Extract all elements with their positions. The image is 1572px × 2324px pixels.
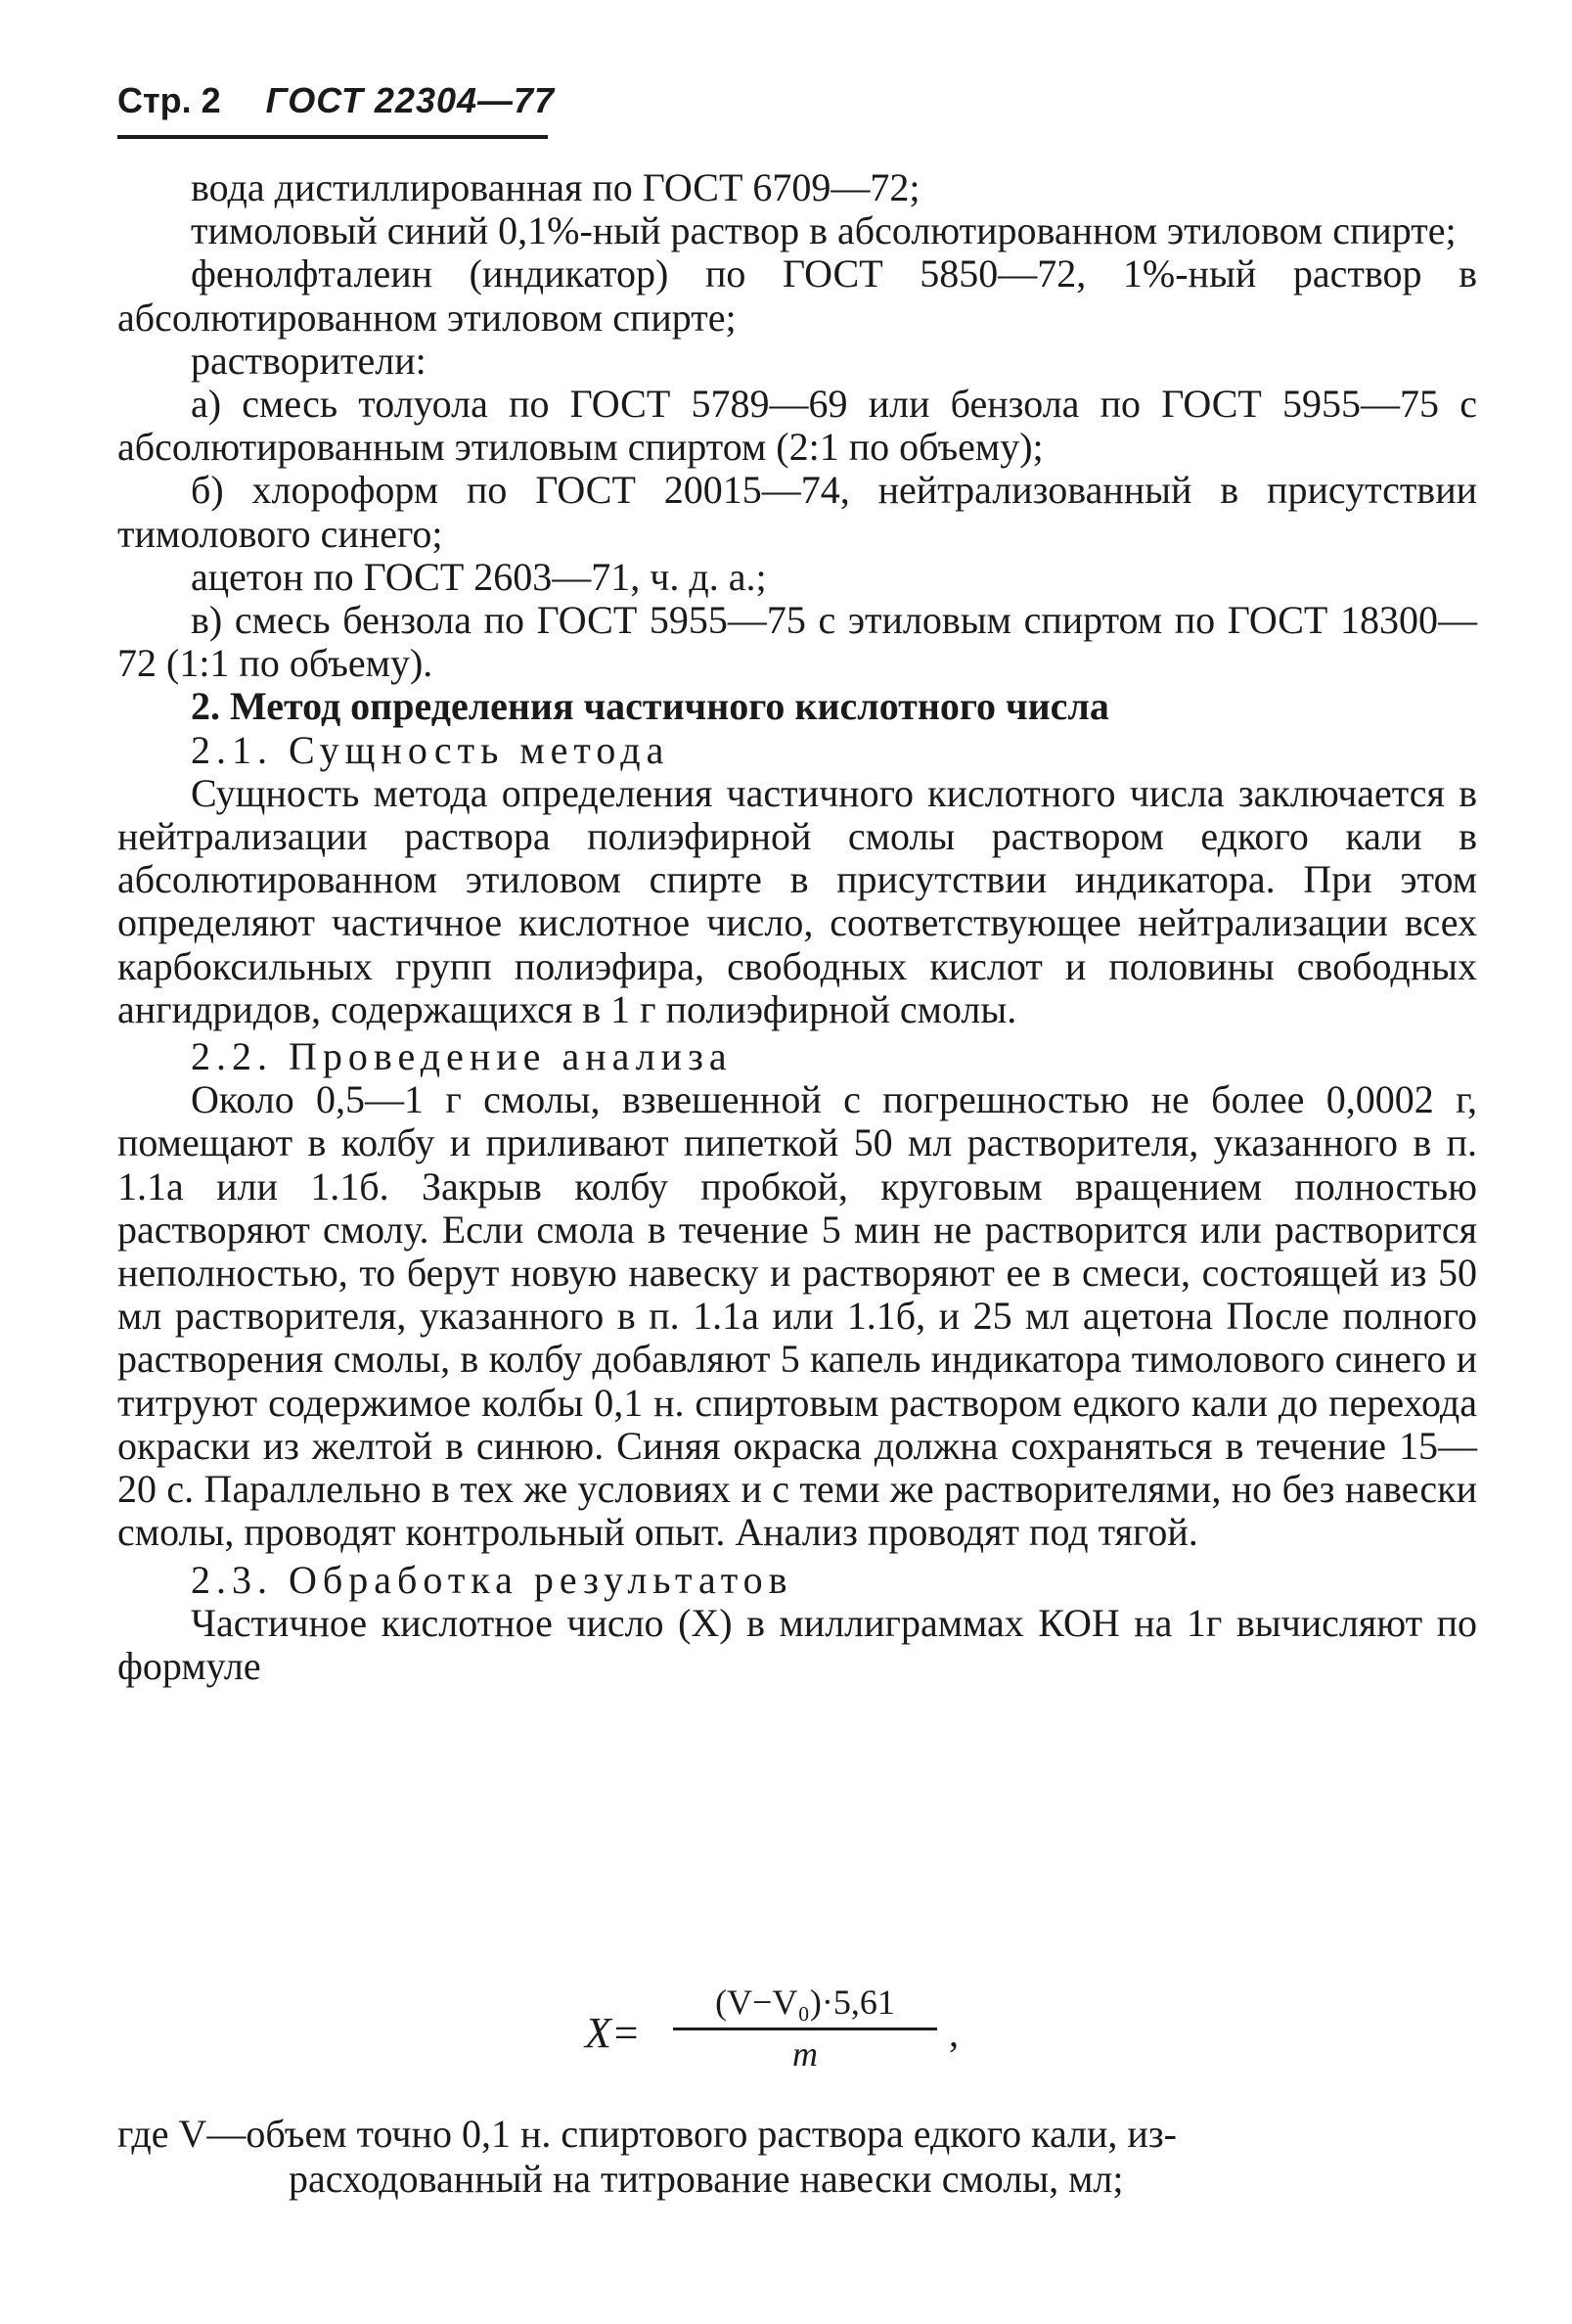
document-body [117, 166, 1477, 1688]
legend-line-2: расходованный на титрование навески смолы, мл; [289, 2157, 1124, 2201]
paragraph-solvent-v: в) смесь бензола по ГОСТ 5955—75 с этиловым спиртом по ГОСТ 18300—72 (1:1 по объему). [117, 598, 1477, 686]
section-2-2-text: Около 0,5—1 г смолы, взвешенной с погрешностью не более 0,0002 г, помещают в колбу и приливают пипеткой 50 мл растворителя, указанного в п. 1.1а или 1.1б. Закрыв колбу пробкой, круговым вращением полностью растворяют смолу. Если смола в течение 5 мин не растворится или растворится неполностью, то берут новую навеску и растворяют ее в смеси, состоящей из 50 мл растворителя, указанного в п. 1.1а или 1.1б, и 25 мл ацетона После полного растворения смолы, в колбу добавляют 5 капель индикатора тимолового синего и титруют содержимое колбы 0,1 н. спиртовым раствором едкого кали до перехода окраски из желтой в синюю. Синяя окраска должна сохраняться в течение 15—20 с. Параллельно в тех же условиях и с теми же растворителями, но без навески смолы, проводят контрольный опыт. Анализ проводят под тягой. [117, 1077, 1477, 1555]
fraction-bar [673, 2028, 937, 2030]
paragraph-solvent-a: а) смесь толуола по ГОСТ 5789—69 или бензола по ГОСТ 5955—75 с абсолютированным этиловым спиртом (2:1 по объему); [117, 382, 1477, 470]
section-2-2-title: 2.2. Проведение анализа [191, 1034, 733, 1079]
formula-fraction [673, 1979, 937, 2075]
formula-legend [117, 2112, 1477, 2202]
formula-comma: , [949, 2011, 959, 2055]
paragraph-solvents: растворители: [191, 338, 427, 383]
section-2-1-title: 2.1. Сущность метода [191, 727, 670, 772]
section-2-1-text: Сущность метода определения частичного кислотного числа заключается в нейтрализации раствора полиэфирной смолы раствором едкого кали в абсолютированном этиловом спирте в присутствии индикатора. При этом определяют частичное кислотное число, соответствующее нейтрализации всех карбоксильных групп полиэфира, свободных кислот и половины свободных ангидридов, содержащихся в 1 г полиэфирной смолы. [117, 770, 1477, 1031]
paragraph-acetone: ацетон по ГОСТ 2603—71, ч. д. а.; [191, 554, 767, 599]
paragraph-phenolphthalein: фенолфталеин (индикатор) по ГОСТ 5850—72, 1%-ный раствор в абсолютированном этиловом спирте; [117, 251, 1477, 340]
paragraph-solvent-b: б) хлороформ по ГОСТ 20015—74, нейтрализованный в присутствии тимолового синего; [117, 468, 1477, 556]
standard-number: ГОСТ 22304—77 [265, 80, 556, 120]
page-header [117, 76, 556, 139]
formula-numerator: (V−V₀)·5,61 [715, 1982, 895, 2022]
section-2-title: 2. Метод определения частичного кислотного числа [191, 684, 1109, 729]
section-2-3-title: 2.3. Обработка результатов [191, 1557, 793, 1602]
paragraph-water: вода дистиллированная по ГОСТ 6709—72; [191, 165, 921, 209]
legend-line-1: где V—объем точно 0,1 н. спиртового раствора едкого кали, из- [117, 2112, 1177, 2156]
section-2-3-text: Частичное кислотное число (X) в миллиграммах КОН на 1г вычисляют по формуле [117, 1600, 1477, 1688]
formula-denominator: m [792, 2034, 818, 2073]
formula-lhs: X= [585, 2009, 641, 2057]
acid-number-formula [585, 1979, 996, 2086]
paragraph-thymol-blue: тимоловый синий 0,1%-ный раствор в абсолютированном этиловом спирте; [191, 208, 1457, 253]
page-number: Стр. 2 [117, 80, 221, 120]
